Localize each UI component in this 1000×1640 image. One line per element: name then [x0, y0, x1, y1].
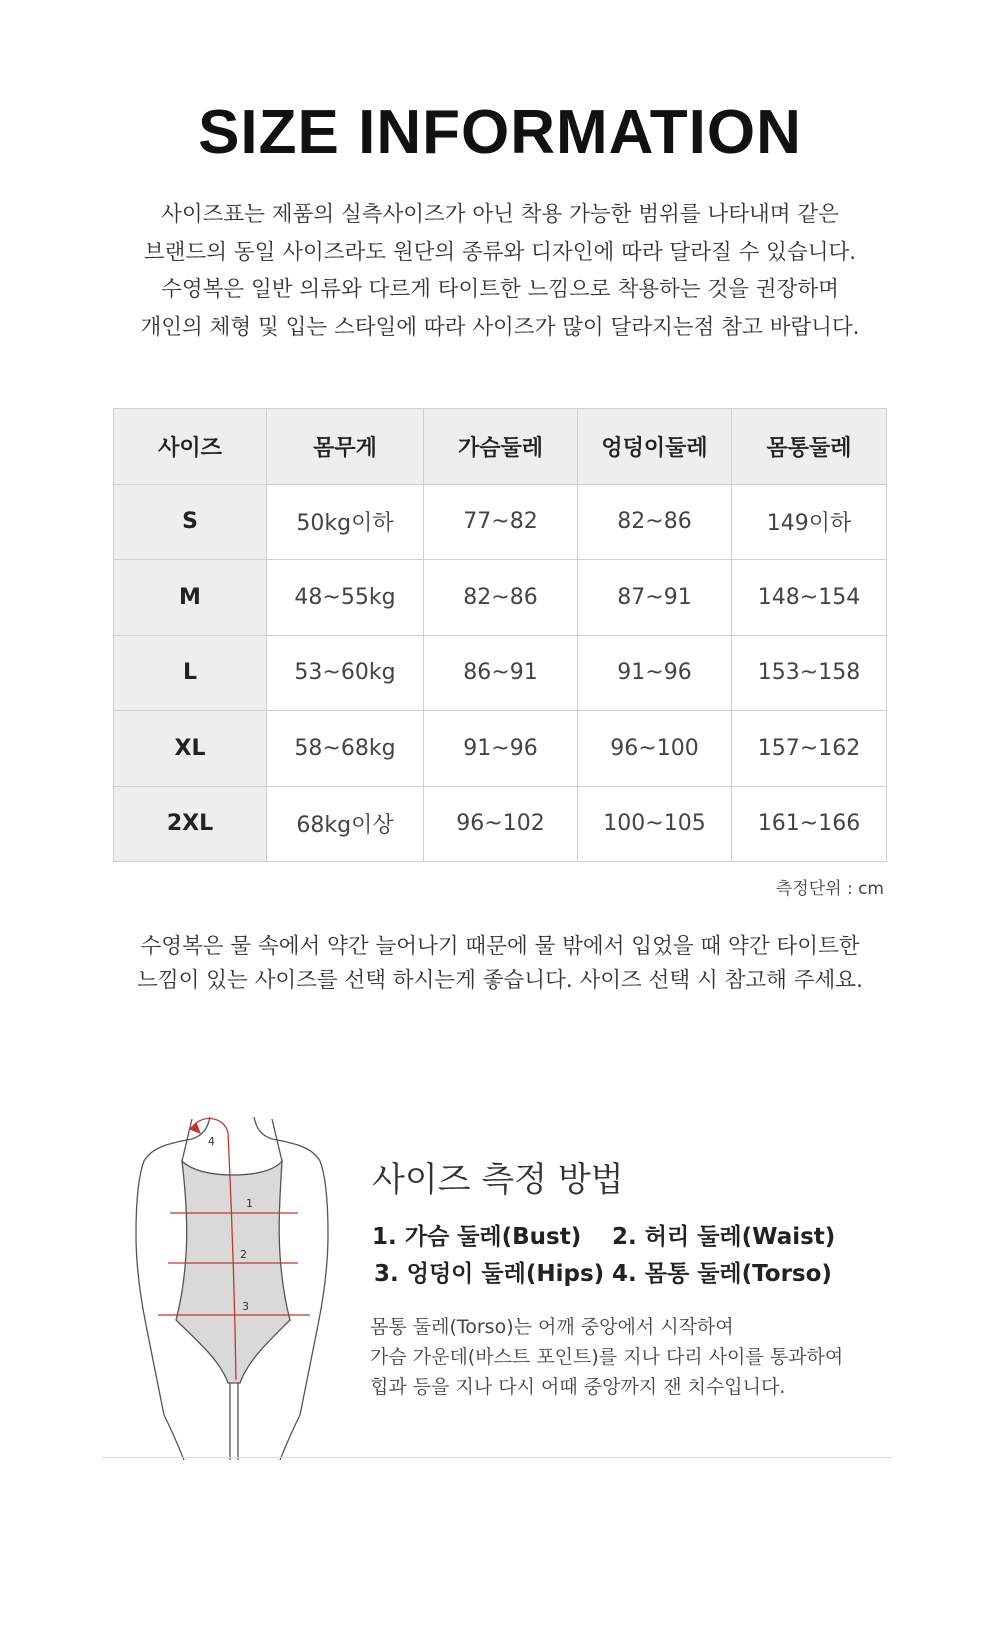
marker-3: 3 — [242, 1300, 249, 1313]
torso-cell: 148~154 — [732, 560, 887, 636]
bust-cell: 86~91 — [424, 635, 578, 711]
header-torso: 몸통둘레 — [732, 409, 887, 485]
marker-4: 4 — [208, 1135, 215, 1148]
torso-cell: 161~166 — [732, 786, 887, 862]
body-figure-illustration — [130, 1115, 340, 1460]
torso-description — [370, 1312, 843, 1402]
table-row — [114, 711, 887, 787]
measure-item-hips: 3. 엉덩이 둘레(Hips) — [374, 1261, 605, 1287]
table-row — [114, 635, 887, 711]
weight-cell: 48~55kg — [267, 560, 424, 636]
size-cell: S — [114, 484, 267, 560]
torso-cell: 153~158 — [732, 635, 887, 711]
intro-line: 수영복은 일반 의류와 다르게 타이트한 느낌으로 착용하는 것을 권장하며 — [161, 277, 839, 302]
measure-section-title: 사이즈 측정 방법 — [372, 1160, 624, 1200]
hips-cell: 96~100 — [578, 711, 732, 787]
header-bust: 가슴둘레 — [424, 409, 578, 485]
torso-cell: 157~162 — [732, 711, 887, 787]
table-row — [114, 484, 887, 560]
size-cell: 2XL — [114, 786, 267, 862]
size-table — [113, 408, 887, 862]
hips-cell: 100~105 — [578, 786, 732, 862]
marker-2: 2 — [240, 1248, 247, 1261]
weight-cell: 58~68kg — [267, 711, 424, 787]
desc-line: 힙과 등을 지나 다시 어때 중앙까지 잰 치수입니다. — [370, 1376, 786, 1398]
table-row — [114, 560, 887, 636]
bust-cell: 96~102 — [424, 786, 578, 862]
table-row — [114, 786, 887, 862]
weight-cell: 68kg이상 — [267, 786, 424, 862]
intro-line: 개인의 체형 및 입는 스타일에 따라 사이즈가 많이 달라지는점 참고 바랍니다. — [140, 314, 860, 340]
desc-line: 가슴 가운데(바스트 포인트)를 지나 다리 사이를 통과하여 — [370, 1346, 844, 1368]
note-line: 수영복은 물 속에서 약간 늘어나기 때문에 물 밖에서 입었을 때 약간 타이트한 — [140, 934, 860, 959]
page-title: SIZE INFORMATION — [198, 98, 802, 167]
hips-cell: 87~91 — [578, 560, 732, 636]
bottom-divider — [102, 1457, 892, 1458]
torso-cell: 149이하 — [732, 484, 887, 560]
hips-cell: 91~96 — [578, 635, 732, 711]
weight-cell: 53~60kg — [267, 635, 424, 711]
header-size: 사이즈 — [114, 409, 267, 485]
intro-text — [60, 196, 940, 346]
size-cell: L — [114, 635, 267, 711]
bust-cell: 82~86 — [424, 560, 578, 636]
table-header-row — [114, 409, 887, 485]
size-cell: XL — [114, 711, 267, 787]
bust-cell: 91~96 — [424, 711, 578, 787]
header-hips: 엉덩이둘레 — [578, 409, 732, 485]
note-line: 느낌이 있는 사이즈를 선택 하시는게 좋습니다. 사이즈 선택 시 참고해 주세요. — [137, 968, 863, 993]
intro-line: 브랜드의 동일 사이즈라도 원단의 종류와 디자인에 따라 달라질 수 있습니다. — [143, 239, 857, 265]
measure-item-bust: 1. 가슴 둘레(Bust) — [372, 1224, 582, 1250]
measure-item-waist: 2. 허리 둘레(Waist) — [612, 1224, 836, 1250]
marker-1: 1 — [246, 1197, 253, 1210]
size-cell: M — [114, 560, 267, 636]
bust-cell: 77~82 — [424, 484, 578, 560]
desc-line: 몸통 둘레(Torso)는 어깨 중앙에서 시작하여 — [370, 1316, 734, 1338]
intro-line: 사이즈표는 제품의 실측사이즈가 아닌 착용 가능한 범위를 나타내며 같은 — [161, 202, 839, 227]
measurement-unit: 측정단위 : cm — [775, 879, 884, 899]
fit-note — [60, 930, 940, 998]
hips-cell: 82~86 — [578, 484, 732, 560]
weight-cell: 50kg이하 — [267, 484, 424, 560]
measure-item-torso: 4. 몸통 둘레(Torso) — [612, 1261, 832, 1287]
header-weight: 몸무게 — [267, 409, 424, 485]
